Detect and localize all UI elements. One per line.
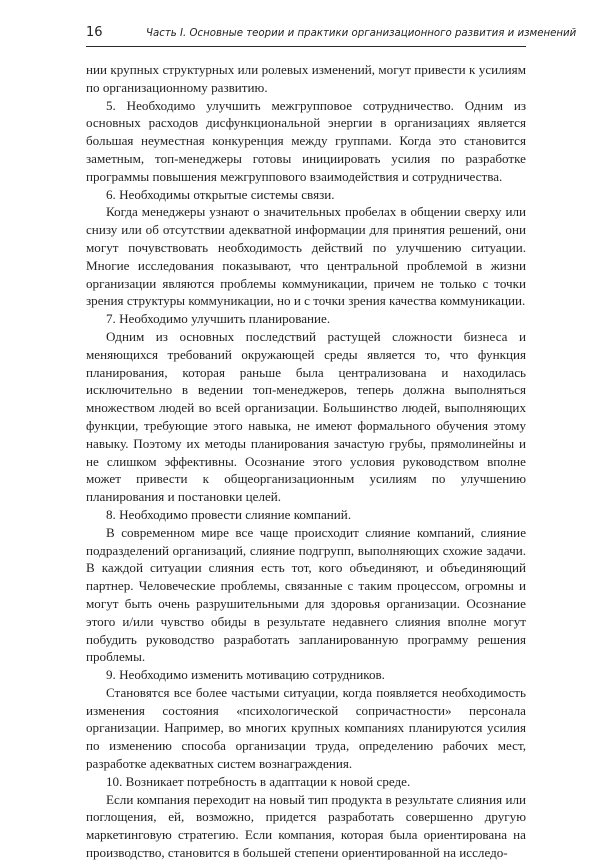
page-number: 16 (86, 25, 103, 40)
paragraph-item-7-heading: 7. Необходимо улучшить планирование. (106, 311, 331, 327)
paragraph-item-5: 5. Необходимо улучшить межгрупповое сотрудничество. Одним из основных расходов дисфункциональной энергии в организациях является большая неуместная конкуренция между группами. Когда это становится заметным, топ-менеджеры готовы инициировать усилия по разработке программы повышения межгруппового взаимодействия и сотрудничества. (86, 97, 526, 184)
paragraph-item-9-body: Становятся все более частыми ситуации, когда появляется необходимость изменения состояния «психологической сопричастности» персонала организации. Например, во многих крупных компаниях планируются усилия по изменению способа организации труда, определению рабочих мест, разработке адекватных систем вознаграждения. (86, 684, 526, 772)
paragraph-continuation: нии крупных структурных или ролевых изменений, могут привести к усилиям по организационному развитию. (86, 62, 526, 95)
paragraph-item-6-body: Когда менеджеры узнают о значительных пробелах в общении сверху или снизу или об отсутствии адекватной информации для принятия решений, они могут почувствовать необходимость действий по улучшению ситуации. Многие исследования показывают, что центральной проблемой в жизни организации являются проблемы коммуникации, причем не только с точки зрения структуры коммуникации, но и с точки зрения качества коммуникации. (86, 204, 526, 309)
running-title: Часть I. Основные теории и практики организационного развития и изменений (146, 28, 577, 39)
paragraph-item-7-body: Одним из основных последствий растущей сложности бизнеса и меняющихся требований окружающей среды является то, что функция планирования, которая раньше была централизована и находилась исключительно в ведении топ-менеджеров, теперь должна выполняться множеством людей во всей организации. Большинство людей, выполняющих функции, требующие этого навыка, не имеют формального обучения этому навыку. Поэтому их методы планирования зачастую грубы, прямолинейны и не слишком эффективны. Осознание этого условия руководством вполне может привести к общеорганизационным усилиям по улучшению планирования и постановки целей. (86, 328, 526, 505)
paragraph-item-8-body: В современном мире все чаще происходит слияние компаний, слияние подразделений организаций, слияние подгрупп, выполняющих схожие задачи. В каждой ситуации слияния есть тот, кого объединяют, и объединяющий партнер. Человеческие проблемы, связанные с таким процессом, огромны и могут быть очень разрушительными для здоровья организации. Осознание этого и/или чувство обиды в результате недавнего слияния вполне могут побудить руководство разработать запланированную программу решения проблемы. (86, 524, 526, 665)
page-header (86, 24, 577, 47)
paragraph-item-8-heading: 8. Необходимо провести слияние компаний. (106, 506, 352, 522)
body-text (86, 61, 526, 862)
paragraph-item-10-body: Если компания переходит на новый тип продукта в результате слияния или поглощения, ей, возможно, придется разработать совершенно другую маркетинговую стратегию. Если компания, которая была ориентирована на производство, становится в большей степени ориентированной на исследо- (86, 791, 526, 861)
paragraph-item-6-heading: 6. Необходимы открытые системы связи. (106, 186, 335, 202)
paragraph-item-10-heading: 10. Возникает потребность в адаптации к новой среде. (106, 773, 411, 789)
paragraph-item-9-heading: 9. Необходимо изменить мотивацию сотрудников. (106, 667, 385, 683)
